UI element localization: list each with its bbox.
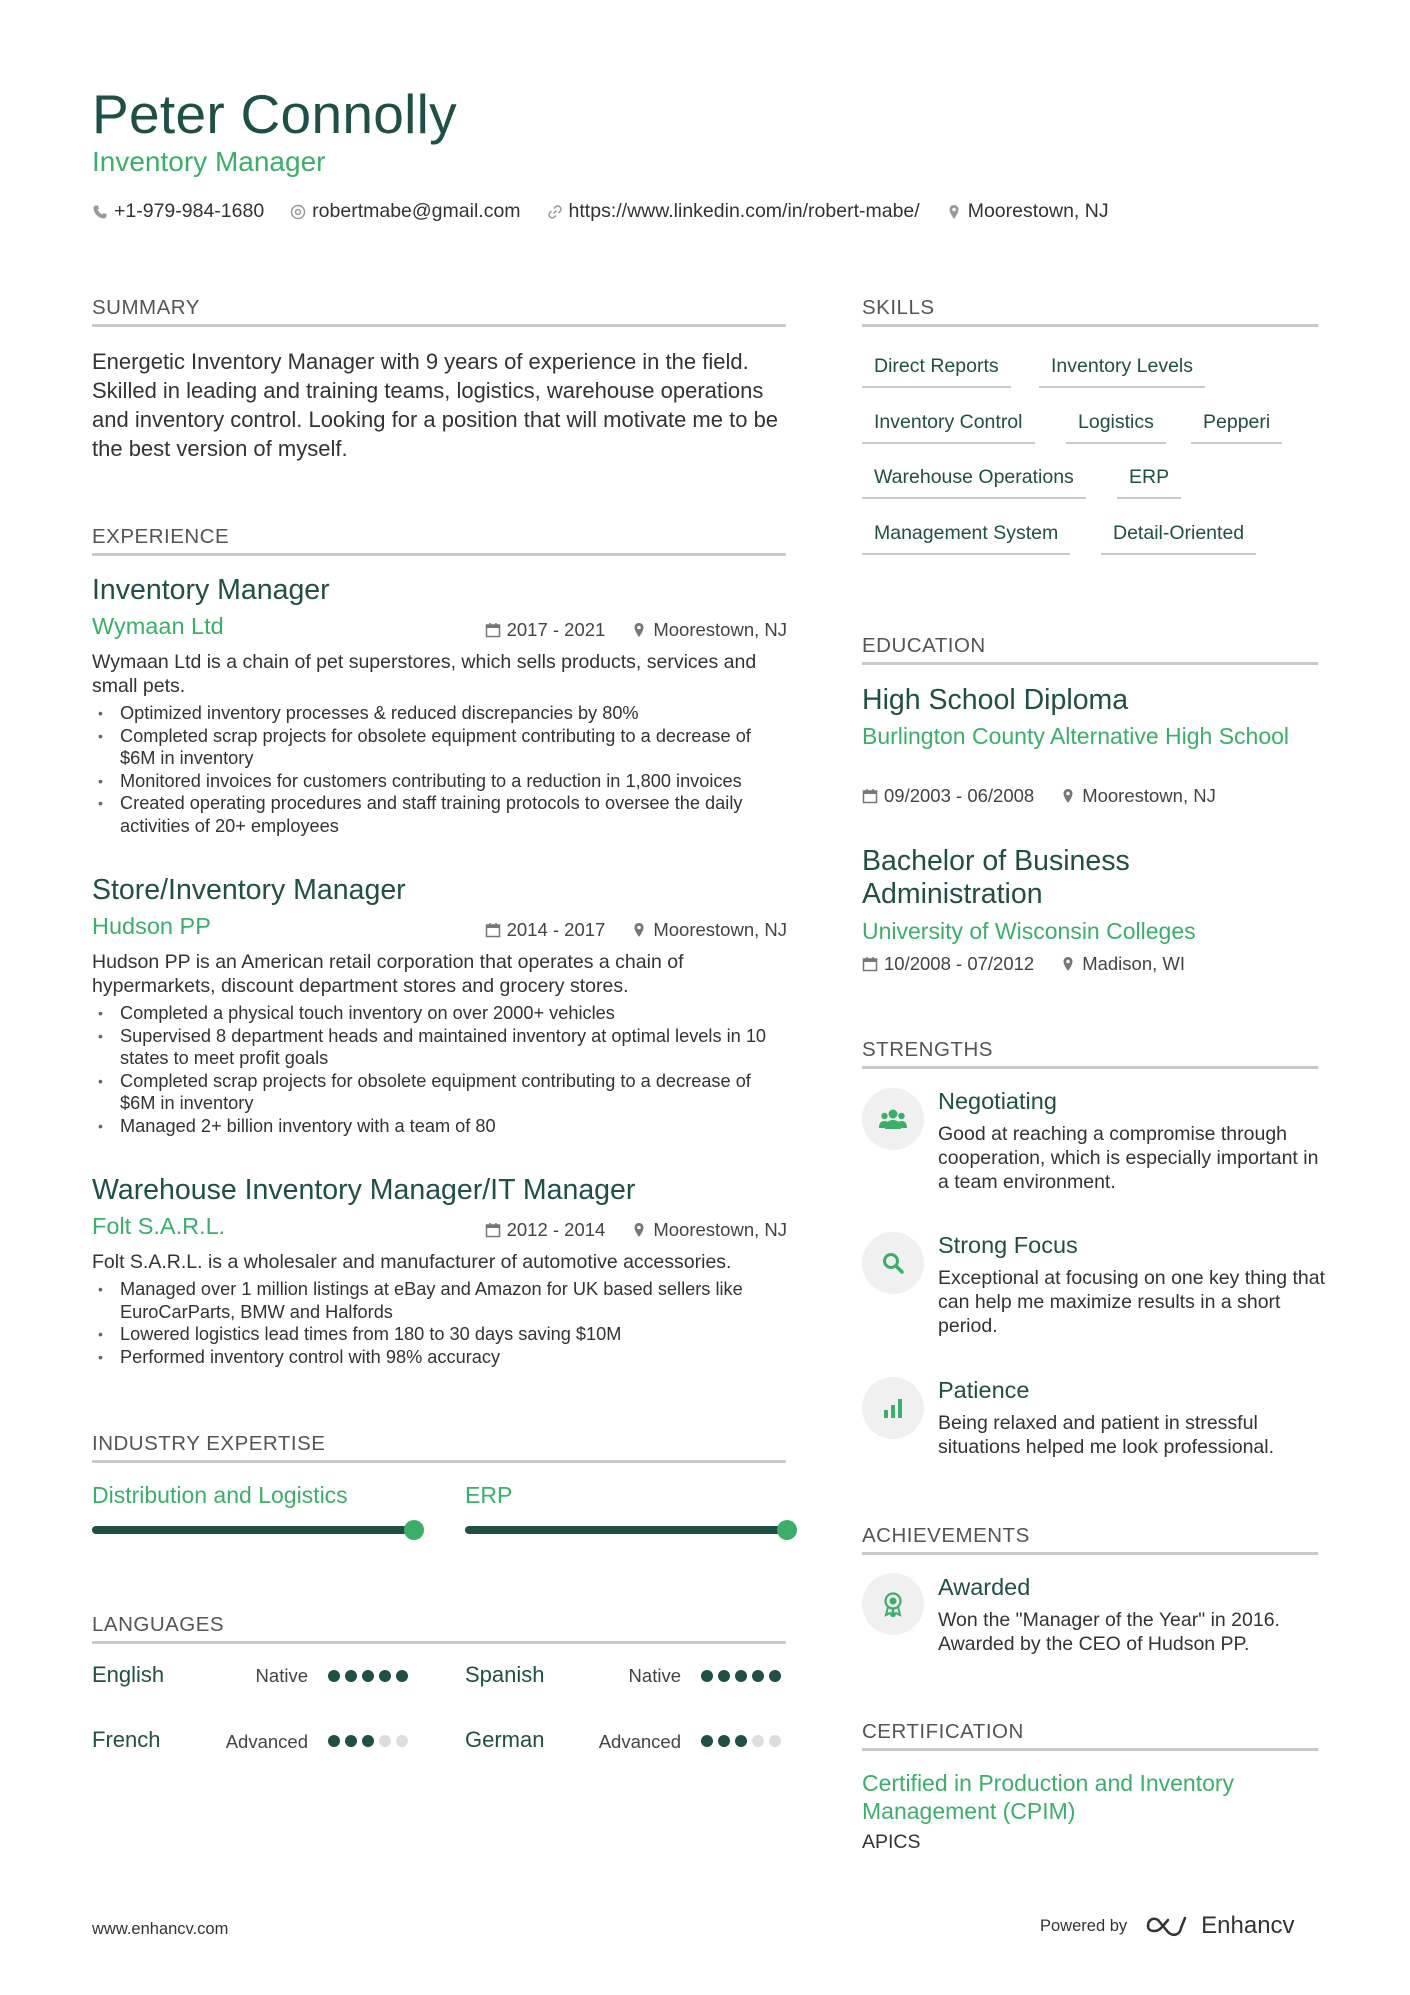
job-dates xyxy=(485,619,606,641)
strengths-heading: STRENGTHS xyxy=(862,1038,1318,1069)
job-bullet: • Completed scrap projects for obsolete equipment contributing to a decrease of $6M in inventory xyxy=(92,725,786,770)
contact-linkedin[interactable] xyxy=(547,200,920,223)
expertise-label: Distribution and Logistics xyxy=(92,1482,348,1508)
edu-dates xyxy=(862,953,1034,975)
language-dot xyxy=(752,1735,764,1747)
job-meta xyxy=(485,919,787,941)
language-name: German xyxy=(465,1727,545,1752)
map-pin-icon xyxy=(1060,956,1076,972)
skill-tag: Management System xyxy=(862,522,1070,555)
job-title: Store/Inventory Manager xyxy=(92,874,406,906)
achievement-icon-circle xyxy=(862,1573,924,1635)
language-name: French xyxy=(92,1727,161,1752)
expertise-bar-fill xyxy=(465,1526,787,1534)
skills-heading: SKILLS xyxy=(862,296,1318,327)
job-location-text: Moorestown, NJ xyxy=(653,619,787,640)
skill-tag: Direct Reports xyxy=(862,355,1011,388)
job-bullet: • Optimized inventory processes & reduced discrepancies by 80% xyxy=(92,702,786,725)
job-bullet: • Performed inventory control with 98% accuracy xyxy=(92,1346,786,1369)
search-icon xyxy=(881,1251,905,1275)
job-bullet: • Managed over 1 million listings at eBay and Amazon for UK based sellers like EuroCarParts, BMW and Halfords xyxy=(92,1278,786,1323)
language-dot xyxy=(769,1735,781,1747)
cert-title: Certified in Production and Inventory Management (CPIM) xyxy=(862,1770,1235,1824)
expertise-bar xyxy=(92,1526,414,1534)
job-title: Warehouse Inventory Manager/IT Manager xyxy=(92,1174,636,1206)
edu-degree: High School Diploma xyxy=(862,684,1129,716)
footer-site[interactable]: www.enhancv.com xyxy=(92,1920,229,1938)
language-dot xyxy=(735,1735,747,1747)
map-pin-icon xyxy=(946,204,962,220)
skill-tag: ERP xyxy=(1117,466,1181,499)
language-dot xyxy=(701,1670,713,1682)
job-company: Hudson PP xyxy=(92,913,211,939)
link-icon xyxy=(547,204,563,220)
calendar-icon xyxy=(485,1222,501,1238)
expertise-label: ERP xyxy=(465,1482,513,1508)
calendar-icon xyxy=(485,622,501,638)
map-pin-icon xyxy=(631,622,647,638)
skill-tag: Inventory Levels xyxy=(1039,355,1205,388)
job-description: Folt S.A.R.L. is a wholesaler and manufacturer of automotive accessories. xyxy=(92,1251,732,1273)
language-level: Advanced xyxy=(598,1731,681,1752)
location-text: Moorestown, NJ xyxy=(967,200,1109,222)
skill-tag: Warehouse Operations xyxy=(862,466,1086,499)
award-icon xyxy=(881,1591,905,1617)
at-icon xyxy=(290,204,306,220)
language-dot xyxy=(379,1670,391,1682)
job-company: Wymaan Ltd xyxy=(92,613,224,639)
language-dot xyxy=(328,1735,340,1747)
job-dates-text: 2012 - 2014 xyxy=(506,1219,606,1240)
language-dot xyxy=(752,1670,764,1682)
job-bullet: • Completed scrap projects for obsolete equipment contributing to a decrease of $6M in inventory xyxy=(92,1070,786,1115)
job-bullet: • Created operating procedures and staff training protocols to oversee the daily activities of 20+ employees xyxy=(92,792,786,837)
map-pin-icon xyxy=(1060,788,1076,804)
edu-meta xyxy=(862,785,1216,807)
job-dates xyxy=(485,919,606,941)
language-dot xyxy=(718,1735,730,1747)
calendar-icon xyxy=(485,922,501,938)
language-dot xyxy=(735,1670,747,1682)
job-location xyxy=(631,919,787,941)
candidate-name: Peter Connolly xyxy=(92,83,457,145)
calendar-icon xyxy=(862,956,878,972)
job-location-text: Moorestown, NJ xyxy=(653,919,787,940)
language-dots xyxy=(701,1670,781,1682)
skill-tag: Inventory Control xyxy=(862,411,1035,444)
language-dot xyxy=(396,1735,408,1747)
job-bullets xyxy=(92,1278,786,1368)
strength-desc: Good at reaching a compromise through cooperation, which is especially important in a team environment. xyxy=(938,1123,1319,1193)
language-name: English xyxy=(92,1662,165,1687)
calendar-icon xyxy=(862,788,878,804)
enhancv-logo-icon xyxy=(1145,1914,1191,1938)
job-bullet: • Monitored invoices for customers contributing to a reduction in 1,800 invoices xyxy=(92,770,786,793)
edu-school: Burlington County Alternative High School xyxy=(862,723,1290,749)
strength-title: Patience xyxy=(938,1377,1030,1403)
language-dot xyxy=(701,1735,713,1747)
email-text: robertmabe@gmail.com xyxy=(312,200,521,222)
strength-desc: Being relaxed and patient in stressful situations helped me look professional. xyxy=(938,1412,1275,1458)
job-bullet: • Lowered logistics lead times from 180 to 30 days saving $10M xyxy=(92,1323,786,1346)
phone-text: +1-979-984-1680 xyxy=(114,200,265,222)
strength-icon-circle xyxy=(862,1232,924,1294)
job-title: Inventory Manager xyxy=(92,574,330,606)
language-level: Native xyxy=(255,1665,308,1686)
achievement-title: Awarded xyxy=(938,1574,1031,1600)
language-dot xyxy=(362,1735,374,1747)
summary-text: Energetic Inventory Manager with 9 years of experience in the field. Skilled in leading and training teams, logistics, warehouse operations and inventory control. Looking for a position that will motivate me to be the best version of myself. xyxy=(92,349,779,461)
job-dates xyxy=(485,1219,606,1241)
bar-chart-icon xyxy=(882,1397,904,1419)
contact-phone[interactable] xyxy=(92,200,264,223)
language-dot xyxy=(718,1670,730,1682)
edu-school: University of Wisconsin Colleges xyxy=(862,918,1196,944)
job-location-text: Moorestown, NJ xyxy=(653,1219,787,1240)
edu-dates-text: 10/2008 - 07/2012 xyxy=(884,953,1035,974)
job-bullets xyxy=(92,1002,786,1137)
edu-dates-text: 09/2003 - 06/2008 xyxy=(884,785,1035,806)
strength-icon-circle xyxy=(862,1088,924,1150)
languages-heading: LANGUAGES xyxy=(92,1613,786,1644)
contact-bar xyxy=(92,200,1109,223)
powered-by-text: Powered by xyxy=(1040,1916,1128,1935)
edu-dates xyxy=(862,785,1034,807)
language-level: Native xyxy=(628,1665,681,1686)
enhancv-logo-text: Enhancv xyxy=(1201,1912,1295,1939)
job-dates-text: 2014 - 2017 xyxy=(506,919,606,940)
job-dates-text: 2017 - 2021 xyxy=(506,619,606,640)
achievements-heading: ACHIEVEMENTS xyxy=(862,1524,1318,1555)
cert-issuer: APICS xyxy=(862,1831,921,1853)
certification-heading: CERTIFICATION xyxy=(862,1720,1318,1751)
education-heading: EDUCATION xyxy=(862,634,1318,665)
language-level: Advanced xyxy=(225,1731,308,1752)
job-description: Wymaan Ltd is a chain of pet superstores, which sells products, services and small pets. xyxy=(92,651,757,697)
language-dots xyxy=(328,1670,408,1682)
skill-tag: Pepperi xyxy=(1191,411,1282,444)
language-dots xyxy=(701,1735,781,1747)
expertise-bar-fill xyxy=(92,1526,414,1534)
job-meta xyxy=(485,619,787,641)
people-icon xyxy=(879,1108,907,1130)
language-dot xyxy=(362,1670,374,1682)
map-pin-icon xyxy=(631,1222,647,1238)
expertise-bar-knob xyxy=(777,1520,797,1540)
edu-location-text: Moorestown, NJ xyxy=(1082,785,1216,806)
expertise-bar xyxy=(465,1526,787,1534)
job-meta xyxy=(485,1219,787,1241)
job-bullet: • Managed 2+ billion inventory with a team of 80 xyxy=(92,1115,786,1138)
edu-location xyxy=(1060,953,1185,975)
expertise-bar-knob xyxy=(404,1520,424,1540)
skill-tag: Logistics xyxy=(1066,411,1166,444)
job-bullet: • Supervised 8 department heads and maintained inventory at optimal levels in 10 states to meet profit goals xyxy=(92,1025,786,1070)
job-description: Hudson PP is an American retail corporation that operates a chain of hypermarkets, discount department stores and grocery stores. xyxy=(92,951,684,997)
achievement-desc: Won the "Manager of the Year" in 2016. Awarded by the CEO of Hudson PP. xyxy=(938,1609,1280,1655)
language-dot xyxy=(345,1670,357,1682)
language-dot xyxy=(379,1735,391,1747)
contact-location xyxy=(946,200,1109,223)
candidate-role: Inventory Manager xyxy=(92,146,326,177)
language-dot xyxy=(328,1670,340,1682)
footer-brand xyxy=(1040,1912,1295,1940)
job-bullets xyxy=(92,702,786,837)
language-dot xyxy=(396,1670,408,1682)
job-location xyxy=(631,619,787,641)
job-location xyxy=(631,1219,787,1241)
strength-desc: Exceptional at focusing on one key thing that can help me maximize results in a short period. xyxy=(938,1267,1326,1337)
phone-icon xyxy=(92,204,108,220)
experience-heading: EXPERIENCE xyxy=(92,525,786,556)
job-bullet: • Completed a physical touch inventory on over 2000+ vehicles xyxy=(92,1002,786,1025)
strength-title: Negotiating xyxy=(938,1088,1057,1114)
edu-degree: Bachelor of Business Administration xyxy=(862,845,1130,910)
job-company: Folt S.A.R.L. xyxy=(92,1213,226,1239)
language-name: Spanish xyxy=(465,1662,545,1687)
contact-email[interactable] xyxy=(290,200,520,223)
map-pin-icon xyxy=(631,922,647,938)
strength-title: Strong Focus xyxy=(938,1232,1078,1258)
language-dot xyxy=(769,1670,781,1682)
edu-location-text: Madison, WI xyxy=(1082,953,1185,974)
language-dots xyxy=(328,1735,408,1747)
skill-tag: Detail-Oriented xyxy=(1101,522,1256,555)
edu-meta xyxy=(862,953,1185,975)
strength-icon-circle xyxy=(862,1377,924,1439)
summary-heading: SUMMARY xyxy=(92,296,786,327)
language-dot xyxy=(345,1735,357,1747)
edu-location xyxy=(1060,785,1216,807)
enhancv-logo[interactable] xyxy=(1145,1912,1294,1940)
linkedin-text: https://www.linkedin.com/in/robert-mabe/ xyxy=(568,200,920,222)
expertise-heading: INDUSTRY EXPERTISE xyxy=(92,1432,786,1463)
